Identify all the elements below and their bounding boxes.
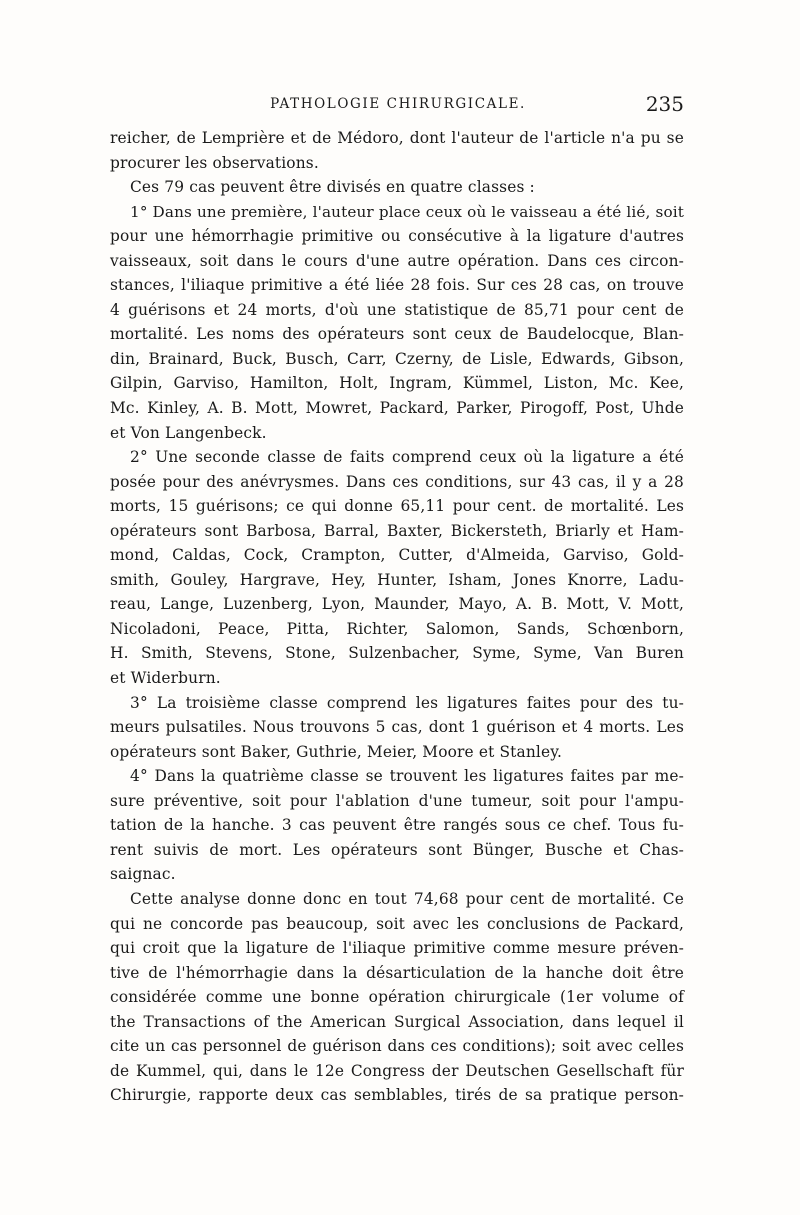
text-line: H. Smith, Stevens, Stone, Sulzenbacher, Syme, Syme, Van Buren [110,644,684,663]
text-line: stances, l'iliaque primitive a été liée 28 fois. Sur ces 28 cas, on trouve [110,276,684,295]
text-line: procurer les observations. [110,153,319,172]
text-line: pour une hémorrhagie primitive ou consécutive à la ligature d'autres [110,227,684,246]
text-line: 4° Dans la quatrième classe se trouvent les ligatures faites par me- [130,767,684,786]
text-line: reicher, de Lemprière et de Médoro, dont l'auteur de l'article n'a pu se [110,129,684,147]
text-line: tation de la hanche. 3 cas peuvent être rangés sous ce chef. Tous fu- [110,816,684,835]
text-line: sure préventive, soit pour l'ablation d'une tumeur, soit pour l'ampu- [110,791,684,810]
text-line: Mc. Kinley, A. B. Mott, Mowret, Packard, Parker, Pirogoff, Post, Uhde [110,399,684,418]
text-line: et Von Langenbeck. [110,423,267,442]
body-text [110,126,684,1108]
text-line: tive de l'hémorrhagie dans la désarticulation de la hanche doit être [110,963,684,982]
text-line: vaisseaux, soit dans le cours d'une autre opération. Dans ces circon- [110,251,684,270]
text-line: rent suivis de mort. Les opérateurs sont Bünger, Busche et Chas- [110,840,684,859]
text-line: smith, Gouley, Hargrave, Hey, Hunter, Isham, Jones Knorre, Ladu- [110,570,684,589]
text-line: meurs pulsatiles. Nous trouvons 5 cas, dont 1 guérison et 4 morts. Les [110,718,684,737]
text-line: din, Brainard, Buck, Busch, Carr, Czerny, de Lisle, Edwards, Gibson, [110,349,684,368]
page-number: 235 [645,92,684,116]
running-title: PATHOLOGIE CHIRURGICALE. [270,96,526,112]
text-line: opérateurs sont Baker, Guthrie, Meier, Moore et Stanley. [110,742,563,761]
text-line: Chirurgie, rapporte deux cas semblables, tirés de sa pratique person- [110,1086,684,1105]
text-line: Ces 79 cas peuvent être divisés en quatre classes : [130,178,535,197]
text-line: cite un cas personnel de guérison dans ces conditions); soit avec celles [110,1037,684,1056]
text-line: de Kummel, qui, dans le 12e Congress der Deutschen Gesellschaft für [110,1061,684,1080]
text-line: saignac. [110,865,176,884]
text-line: mortalité. Les noms des opérateurs sont ceux de Baudelocque, Blan- [110,325,684,344]
text-line: morts, 15 guérisons; ce qui donne 65,11 pour cent. de mortalité. Les [110,497,684,516]
text-line: 4 guérisons et 24 morts, d'où une statistique de 85,71 pour cent de [110,300,684,319]
text-line: opérateurs sont Barbosa, Barral, Baxter, Bickersteth, Briarly et Ham- [110,521,684,540]
running-head [112,92,684,118]
text-line: et Widerburn. [110,669,221,688]
text-line: Cette analyse donne donc en tout 74,68 pour cent de mortalité. Ce [130,889,684,908]
text-line: 3° La troisième classe comprend les ligatures faites pour des tu- [130,693,684,712]
text-line: the Transactions of the American Surgical Association, dans lequel il [110,1012,684,1031]
text-line: reau, Lange, Luzenberg, Lyon, Maunder, Mayo, A. B. Mott, V. Mott, [110,595,684,614]
text-line: Gilpin, Garviso, Hamilton, Holt, Ingram, Kümmel, Liston, Mc. Kee, [110,374,684,393]
text-line: posée pour des anévrysmes. Dans ces conditions, sur 43 cas, il y a 28 [110,472,684,491]
text-line: qui ne concorde pas beaucoup, soit avec les conclusions de Packard, [110,914,684,933]
text-line: considérée comme une bonne opération chirurgicale (1er volume of [110,988,684,1007]
text-line: mond, Caldas, Cock, Crampton, Cutter, d'Almeida, Garviso, Gold- [110,546,684,565]
text-line: Nicoladoni, Peace, Pitta, Richter, Salomon, Sands, Schœnborn, [110,619,684,638]
text-line: qui croit que la ligature de l'iliaque primitive comme mesure préven- [110,939,684,958]
text-line: 2° Une seconde classe de faits comprend ceux où la ligature a été [130,448,684,467]
text-line: 1° Dans une première, l'auteur place ceux où le vaisseau a été lié, soit [130,202,684,221]
